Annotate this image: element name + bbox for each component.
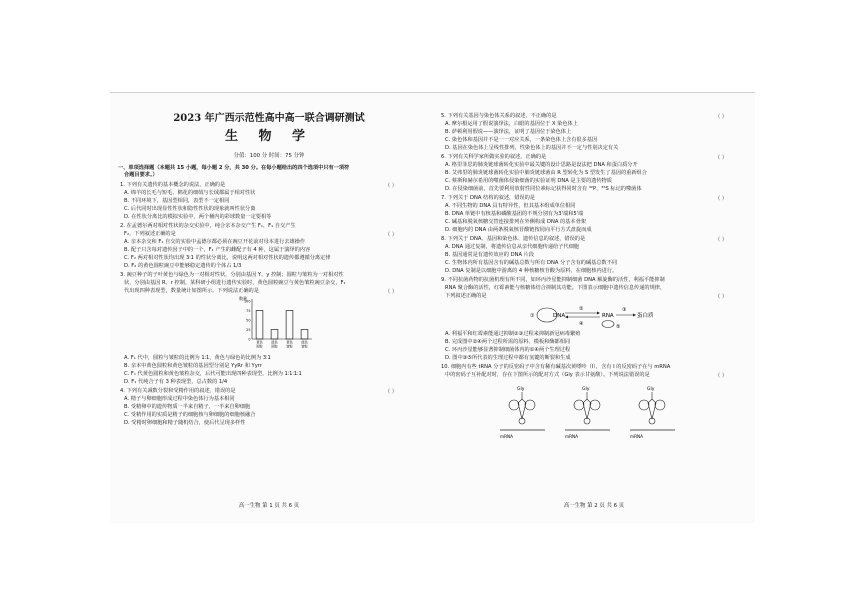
q5-option-c: C. 染色体和基因并不是一一对应关系，一条染色体上含有很多基因 (445, 137, 598, 143)
q4-option-b: B. 受精卵中的遗传物质一半来自精子，一半来自卵细胞 (124, 404, 251, 410)
page-footer: 高一生物 第 1 页 共 6 页 (238, 503, 300, 509)
y-axis-label: 数量 (239, 296, 247, 301)
rna-replication-loop (602, 321, 614, 328)
question-10-cont: 中的密码子互补配对时，存在下图所示的配对方式（Gly 表示甘氨酸）。下列说法错误的是 (445, 372, 650, 378)
mrna-label: mRNA (500, 434, 513, 439)
q2-option-c: C. F₂ 两对相对性状均出现 3∶1 的性状分离比，说明这两对相对性状的遗传都遵循分离定律 (124, 255, 331, 261)
q4-option-d: D. 受精时卵细胞和精子随机结合，使后代呈现多样性 (124, 420, 246, 426)
q5-option-b: B. 萨顿利用假说——演绎法，证明了基因位于染色体上 (445, 129, 572, 135)
subject-title: 生 物 学 (224, 129, 314, 144)
q3-option-b: B. 亲本中黄色圆粒和黄色皱粒的基因型分别是 YyRr 和 Yyrr (124, 363, 262, 369)
question-3: 3. 豌豆种子的子叶黄色与绿色为一对相对性状，分别由基因 Y、y 控制；圆粒与皱粒为一对相对性 (120, 272, 344, 278)
answer-bracket: （ ） (385, 389, 398, 395)
arrow-head-icon (597, 312, 600, 315)
q3-bar-chart (238, 295, 318, 353)
q1-option-c: C. 后代同时出现显性性状和隐性性状的现象就叫性状分离 (124, 206, 256, 212)
question-3-cont: 状，分别由基因 R、r 控制。某科研小组进行遗传实验时，黄色圆粒豌豆与黄色皱粒豌豆杂交，F₁ (124, 280, 346, 286)
q6-option-c: C. 蔡斯和赫尔希用的噬菌体侵染细菌的实验证明 DNA 是主要的遗传物质 (445, 178, 612, 184)
answer-bracket: （ ） (385, 232, 398, 238)
answer-bracket: （ ） (715, 155, 728, 161)
question-1: 1. 下列有关遗传的基本概念的说法，正确的是 (120, 182, 226, 188)
dna-label: DNA (553, 313, 566, 319)
trna-3 (630, 386, 675, 439)
gly-label: Gly (647, 387, 655, 392)
x-tick-label: 黄色 (286, 340, 293, 345)
q6-option-b: B. 艾弗里的肺炎链球菌转化实验中肺炎链球菌由 R 型转化为 S 型发生了基因的重新组合 (445, 170, 647, 176)
q2-option-a: A. 亲本杂交和 F₁ 自交的实验中孟德尔都必须在豌豆开花前对母本进行去雄操作 (124, 239, 306, 245)
trna-loop (590, 400, 600, 410)
q9-option-c: C. 环丙沙星能够显著抑制细菌体内的①④两个生理过程 (445, 347, 571, 353)
page-footer: 高一生物 第 2 页 共 6 页 (563, 503, 625, 509)
question-8: 8. 下列关于 DNA、基因和染色体、遗传信息的叙述，错误的是 (441, 236, 586, 242)
question-3-cont2: 代出现四种表现型，数量统计如图所示。下列说法正确的是 (124, 288, 259, 294)
question-2: 2. 在孟德尔两对相对性状的杂交实验中，纯合亲本杂交产生 F₁，F₁ 自交产生 (120, 223, 296, 229)
q7-option-d: D. 细胞内的 DNA 由两条脱氧核苷酸链按同向平行方式盘旋而成 (445, 227, 592, 233)
gly-label: Gly (582, 387, 590, 392)
x-tick-label: 绿色 (301, 340, 308, 345)
label-step-2: ② (579, 306, 584, 312)
trna-1 (500, 386, 545, 439)
label-step-5: ⑤ (616, 324, 621, 330)
question-5: 5. 下列有关基因与染色体关系的叙述，不正确的是 (441, 113, 557, 119)
q1-option-a: A. 绵羊的长毛与短毛、棉花的细绒与长绒都属于相对性状 (124, 190, 256, 196)
y-tick-label: 25 (246, 327, 251, 332)
y-tick-label: 0 (248, 337, 251, 342)
exam-meta: 分值：100 分 时间：75 分钟 (233, 153, 305, 159)
q8-option-a: A. DNA 通过复制，将遗传信息从亲代细胞传递给子代细胞 (445, 244, 579, 250)
x-tick-label: 圆粒 (256, 344, 263, 349)
exam-sheet (110, 92, 755, 523)
y-tick-label: 100 (244, 299, 251, 304)
q3-option-d: D. F₁ 代纯合子有 3 种表现型，总占数的 1/4 (124, 379, 228, 385)
trna-loop (639, 400, 649, 410)
label-step-4: ④ (579, 321, 584, 327)
q7-option-a: A. 不同生物的 DNA 具有特异性，但其基本组成单位相同 (445, 203, 576, 209)
q5-option-d: D. 基因在染色体上呈线性排列，性染色体上的基因并不一定与性别决定有关 (445, 145, 619, 151)
rna-label: RNA (602, 313, 614, 319)
section-heading-cont: 合题目要求。） (124, 172, 158, 178)
trna-loop (509, 400, 519, 410)
q2-option-b: B. 配子只含每对遗传因子中的一个，F₁ 产生的雌配子有 4 种，这属于演绎的内容 (124, 247, 311, 253)
y-tick-label: 50 (246, 318, 251, 323)
x-tick-label: 黄色 (256, 340, 263, 345)
bar (256, 311, 263, 340)
question-10: 10. 细胞内有些 tRNA 分子的反密码子中含有稀有碱基次黄嘌呤（I），含有 I 的反密码子在与 mRNA (441, 364, 671, 370)
q7-option-b: B. DNA 单链中有核基和磷酸基团的不规分别有为3'端和5'端 (445, 211, 584, 217)
question-9-cont2: 下列叙述正确的是 (445, 293, 487, 299)
q1-option-d: D. 在性状分离比的模拟实验中，两个桶内的彩球数量一定要相等 (124, 214, 272, 220)
answer-bracket: （ ） (385, 289, 398, 295)
x-tick-label: 皱粒 (301, 344, 308, 349)
question-7: 7. 下列关于 DNA 结构的叙述，错误的是 (441, 195, 535, 201)
trna-loop (655, 400, 665, 410)
q4-option-c: C. 受精作用的实质是精子的细胞核与卵细胞的细胞核融合 (124, 412, 256, 418)
q5-option-a: A. 摩尔根运用了假说演绎法，白眼的基因位于 X 染色体上 (445, 121, 578, 127)
q4-option-a: A. 精子与卵细胞形成过程中染色体行为基本相同 (124, 396, 235, 402)
answer-bracket: （ ） (715, 114, 728, 120)
trna-pairing-diagram (495, 383, 685, 443)
q7-option-c: C. 碱基和脱氧核糖交替连接排列在外侧构成 DNA 的基本骨架 (445, 219, 586, 225)
answer-bracket: （ ） (715, 237, 728, 243)
bar (286, 311, 293, 340)
q9-option-a: A. 利福平和红霉素能通过抑制②③过程来抑制新冠病毒繁殖 (445, 331, 581, 337)
question-4: 4. 下列有关减数分裂和受精作用的叙述，错误的是 (120, 388, 236, 394)
answer-bracket: （ ） (385, 183, 398, 189)
mrna-label: mRNA (630, 434, 643, 439)
q9-option-b: B. 完成图中②④两个过程所需的原料、模板和酶都相同 (445, 339, 571, 345)
x-tick-label: 绿色 (271, 340, 278, 345)
bar (301, 330, 308, 340)
x-tick-label: 皱粒 (286, 344, 293, 349)
q8-option-d: D. DNA 复制是以细胞中游离的 4 种核糖核苷酸为原料，在细胞核内进行。 (445, 268, 618, 274)
trna-loop (574, 400, 584, 410)
page-2 (435, 93, 753, 523)
label-step-1: ① (530, 313, 535, 319)
q3-option-a: A. F₁ 代中，圆粒与皱粒的比例为 1∶1，黄色与绿色的比例为 3∶1 (124, 355, 271, 361)
arrow-head-icon (633, 314, 636, 317)
central-dogma-diagram (515, 300, 665, 330)
x-tick-label: 圆粒 (271, 344, 278, 349)
q8-option-b: B. 基因通常是有遗传效应的 DNA 片段 (445, 252, 535, 258)
answer-bracket: （ ） (715, 196, 728, 202)
label-step-3: ③ (622, 307, 627, 313)
answer-bracket: （ ） (715, 373, 728, 379)
bar (271, 330, 278, 340)
protein-label: 蛋白质 (637, 313, 654, 319)
page-1 (110, 93, 428, 523)
q1-option-b: B. 不同环境下，基因型相同，表型不一定相同 (124, 198, 230, 204)
trna-2 (565, 386, 610, 439)
y-tick-label: 75 (246, 308, 251, 313)
q6-option-a: A. 格里菲思的肺炎链球菌转化实验中最关键的设计思路是设法把 DNA 和蛋白质分开 (445, 162, 638, 168)
q9-option-d: D. 图中③⑤所代表的生理过程中都有氢键的断裂和生成 (445, 355, 571, 361)
q3-option-c: C. F₁ 代黄色圆粒和黄色皱粒杂交，后代可能出现四种表现型，比例为 1∶1∶1∶1 (124, 371, 302, 377)
mrna-label: mRNA (565, 434, 578, 439)
q8-option-c: C. 生物体内所有基因含有的碱基总数与所有 DNA 分子含有的碱基总数不同 (445, 260, 618, 266)
question-9: 9. 不同抗菌药物的抗菌机理有所不同，如环丙沙星能抑制细菌 DNA 解旋酶的活性，利福平能抑制 (441, 277, 665, 283)
question-6: 6. 下列有关科学家所做实验的叙述，正确的是 (441, 154, 547, 160)
q2-option-d: D. F₂ 的黄色圆粒豌豆中能够稳定遗传的个体占 1/3 (124, 263, 242, 269)
section-heading: 一、单项选择题（本题共 15 小题，每小题 2 分，共 30 分。在每小题给出的四个选项中只有一项符 (118, 165, 350, 171)
gly-label: Gly (517, 387, 525, 392)
arrow-head-icon (565, 316, 568, 319)
q6-option-d: D. 在侵染细菌前，首先要利用放射性同位素标记获得同时含有 ³²P、³⁵S 标记的噬菌体 (445, 186, 642, 192)
exam-title: 2023 年广西示范性高中高一联合调研测试 (173, 113, 365, 124)
question-2-cont: F₂，下列叙述正确的是 (124, 231, 176, 237)
question-9-cont: RNA 聚合酶的活性，红霉素能与核糖体结合抑制其功能。下图表示细胞中遗传信息传递的规律， (445, 285, 666, 291)
trna-loop (525, 400, 535, 410)
answer-bracket: （ ） (715, 294, 728, 300)
